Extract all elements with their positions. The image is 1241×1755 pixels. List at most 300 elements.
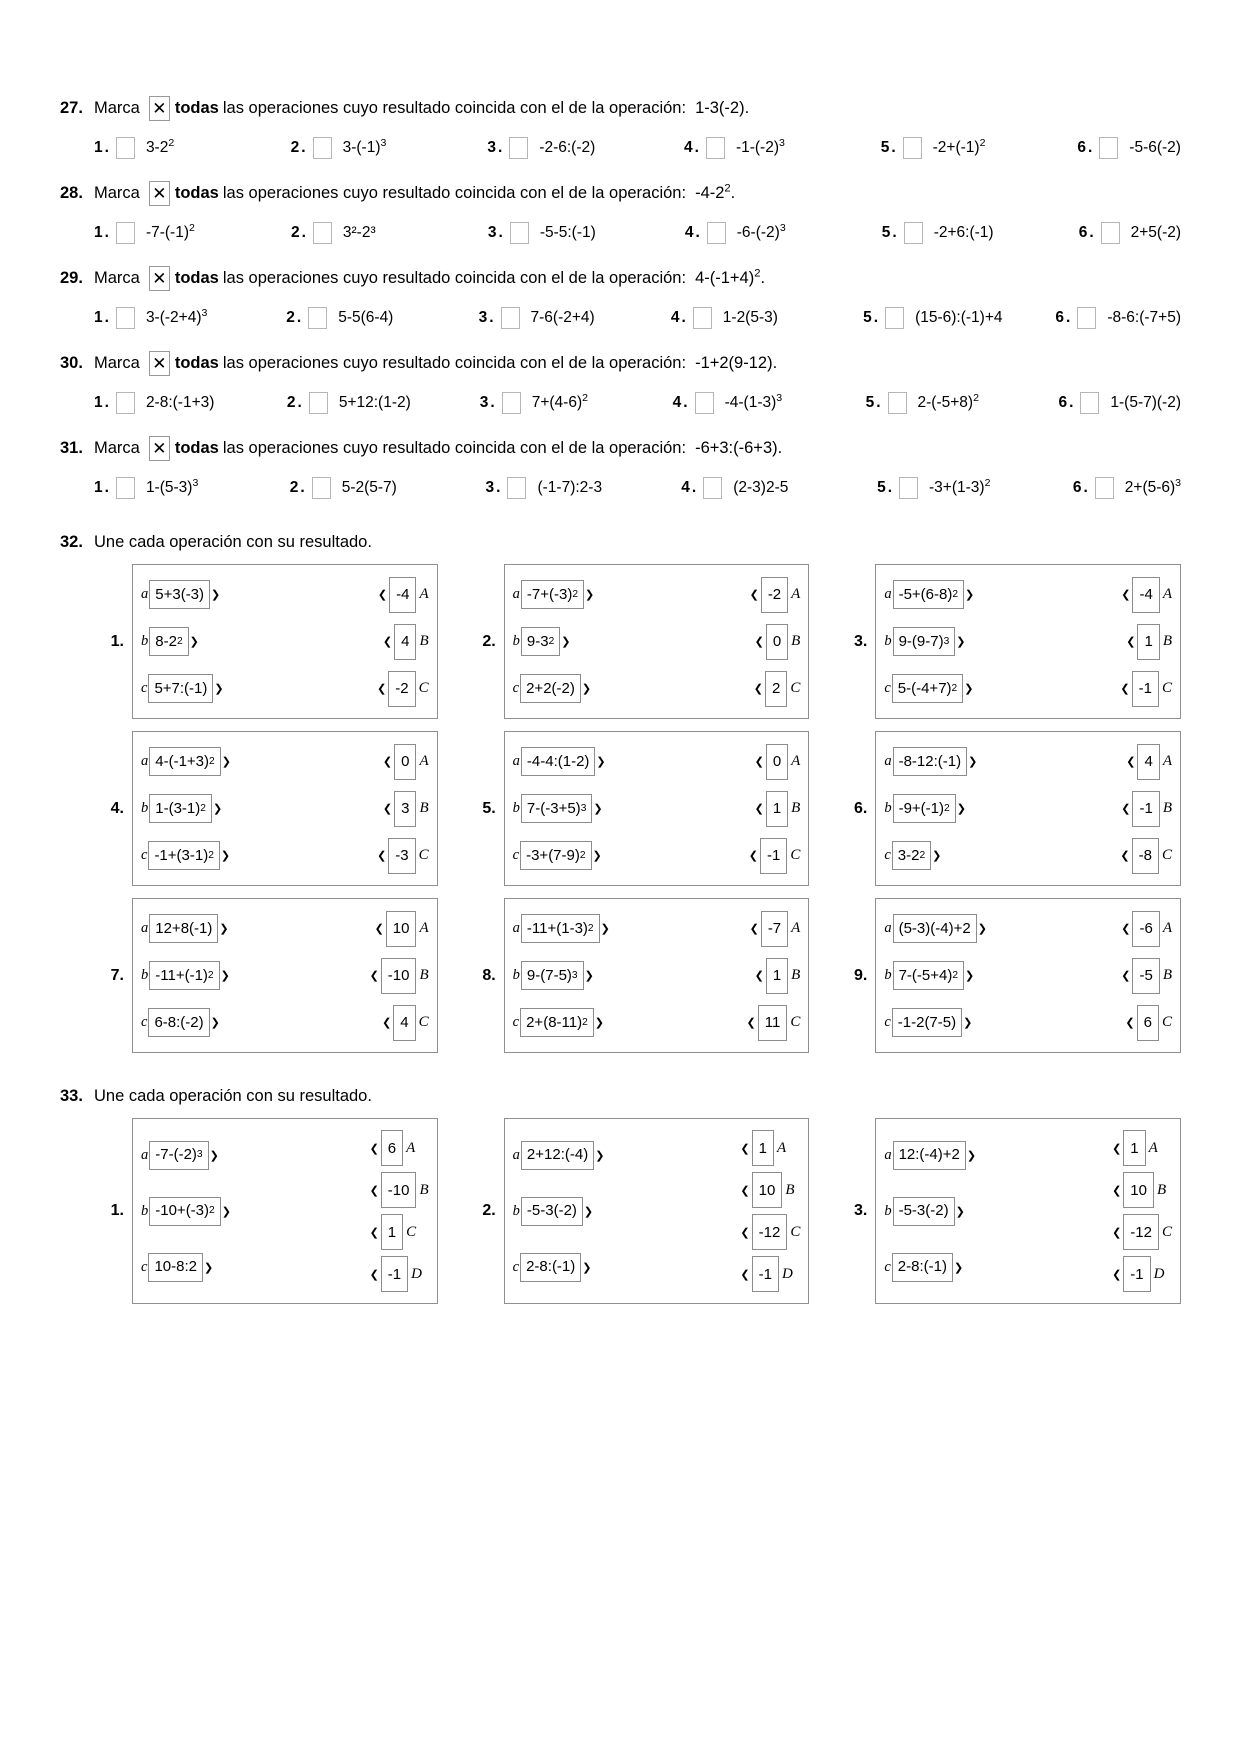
result-letter: C — [790, 847, 801, 863]
option-checkbox[interactable] — [502, 392, 521, 414]
operation-side[interactable] — [141, 841, 230, 870]
option-checkbox[interactable] — [903, 137, 922, 159]
match-pair-row — [513, 952, 801, 999]
result-box[interactable]: 3 — [394, 791, 416, 827]
match-pair-row — [513, 905, 801, 952]
operation-letter: b — [141, 1202, 149, 1219]
option-expression: $-2+(-1)^2$ — [932, 136, 986, 156]
option-item[interactable] — [882, 222, 1079, 244]
option-dot: . — [489, 309, 494, 326]
operation-box[interactable]: 2-8:(-1) — [892, 1253, 953, 1282]
operation-box[interactable]: -11+(-1) 2 — [149, 961, 219, 990]
option-checkbox[interactable] — [695, 392, 714, 414]
option-item[interactable] — [866, 392, 1059, 414]
operation-side[interactable] — [513, 1197, 593, 1226]
result-side[interactable] — [383, 744, 429, 780]
option-dot: . — [1069, 394, 1074, 411]
option-item[interactable] — [94, 392, 287, 414]
operation-letter: c — [512, 680, 520, 696]
option-number: 4 — [681, 479, 690, 496]
option-dot: . — [104, 139, 109, 156]
operation-side[interactable] — [141, 674, 224, 703]
result-box[interactable]: -7 — [761, 911, 788, 947]
result-letter: B — [791, 967, 801, 983]
result-box[interactable]: -8 — [1132, 838, 1159, 874]
option-number: 2 — [290, 139, 300, 156]
result-box[interactable]: 0 — [394, 744, 416, 780]
match-pair-row — [884, 618, 1172, 665]
result-box[interactable]: -10 — [381, 1172, 417, 1208]
option-checkbox[interactable] — [313, 137, 332, 159]
operation-letter: a — [512, 920, 520, 936]
result-box[interactable]: -5 — [1132, 958, 1159, 994]
exercise-heading — [60, 181, 1181, 206]
operation-box[interactable]: -9+(-1) 2 — [893, 794, 956, 823]
operation-box[interactable]: -5+(6-8) 2 — [893, 580, 964, 609]
result-side[interactable] — [755, 958, 801, 994]
option-item[interactable] — [1073, 477, 1181, 499]
arrow-left-icon: ❮ — [749, 589, 759, 601]
result-side[interactable] — [740, 1214, 800, 1250]
option-item[interactable] — [290, 477, 486, 499]
result-side[interactable] — [382, 1005, 429, 1041]
operation-letter: c — [512, 847, 520, 863]
result-box[interactable]: -1 — [1132, 671, 1159, 707]
option-item[interactable] — [487, 137, 684, 159]
option-item[interactable] — [1077, 137, 1181, 159]
result-side[interactable] — [750, 577, 801, 613]
options-row — [60, 392, 1181, 414]
result-box[interactable]: 4 — [1137, 744, 1159, 780]
instruction-text: las operaciones cuyo resultado coincida con el de la operación: — [222, 269, 687, 288]
cross-mark-icon: ✕ — [149, 96, 170, 121]
option-number: 1 — [94, 224, 103, 241]
operation-side[interactable] — [884, 580, 974, 609]
arrow-right-icon: ❯ — [209, 1149, 219, 1162]
operation-side[interactable] — [513, 1008, 604, 1037]
result-side[interactable] — [377, 671, 429, 707]
option-number: 4 — [684, 224, 694, 241]
operation-box[interactable]: 2-8:(-1) — [520, 1253, 581, 1282]
match-block — [94, 898, 438, 1053]
result-box[interactable]: 1 — [766, 958, 788, 994]
operation-box[interactable]: -7-(-2) 3 — [149, 1141, 208, 1170]
operation-row — [884, 1129, 976, 1181]
result-box[interactable]: -1 — [381, 1256, 408, 1292]
option-checkbox[interactable] — [899, 477, 918, 499]
result-side[interactable] — [378, 577, 429, 613]
operation-side[interactable] — [141, 914, 229, 943]
options-row — [60, 137, 1181, 159]
result-side[interactable] — [740, 1130, 786, 1166]
result-side[interactable] — [1112, 1214, 1172, 1250]
operation-box[interactable]: -7+(-3) 2 — [521, 580, 584, 609]
result-letter: C — [1161, 1014, 1172, 1030]
option-dot: . — [681, 309, 686, 326]
operation-side[interactable] — [141, 961, 230, 990]
arrow-left-icon: ❮ — [754, 756, 764, 768]
operation-side[interactable] — [884, 841, 941, 870]
operation-letter: c — [884, 1014, 891, 1030]
operation-side[interactable] — [884, 794, 966, 823]
option-item[interactable] — [681, 477, 877, 499]
option-expression: $-1-(-2)^3$ — [735, 136, 785, 156]
operation-box[interactable]: 3-2 2 — [892, 841, 931, 870]
option-checkbox[interactable] — [1095, 477, 1114, 499]
option-checkbox[interactable] — [501, 307, 520, 329]
option-number: 6 — [1077, 139, 1086, 156]
option-checkbox[interactable] — [1099, 137, 1118, 159]
result-side[interactable] — [370, 1172, 429, 1208]
result-box[interactable]: 10 — [752, 1172, 783, 1208]
option-item[interactable] — [863, 307, 1055, 329]
option-expression: $7+(4-6)^2$ — [531, 391, 588, 411]
operation-side[interactable] — [884, 1253, 963, 1282]
result-side[interactable] — [370, 958, 429, 994]
option-item[interactable] — [877, 477, 1073, 499]
arrow-right-icon: ❯ — [596, 756, 606, 768]
operation-side[interactable] — [884, 1008, 972, 1037]
result-letter: C — [1161, 680, 1172, 696]
option-checkbox[interactable] — [116, 392, 135, 414]
result-side[interactable] — [370, 1256, 422, 1292]
option-checkbox[interactable] — [904, 222, 923, 244]
result-side[interactable] — [1121, 958, 1172, 994]
result-letter: C — [790, 1014, 801, 1030]
option-checkbox[interactable] — [1101, 222, 1120, 244]
result-side[interactable] — [747, 1005, 801, 1041]
marca-exercise — [60, 181, 1181, 244]
operation-box[interactable]: 2+(8-11) 2 — [520, 1008, 594, 1037]
operation-box[interactable]: 8-2 2 — [149, 627, 188, 656]
option-checkbox[interactable] — [116, 222, 135, 244]
result-box[interactable]: -1 — [1123, 1256, 1150, 1292]
operation-box[interactable]: 9-3 2 — [521, 627, 560, 656]
result-box[interactable]: -2 — [388, 671, 415, 707]
option-dot: . — [691, 479, 697, 496]
option-checkbox[interactable] — [888, 392, 907, 414]
operation-side[interactable] — [884, 674, 973, 703]
result-side[interactable] — [1121, 791, 1172, 827]
result-box[interactable]: 11 — [758, 1005, 788, 1041]
result-box[interactable]: -1 — [752, 1256, 779, 1292]
result-side[interactable] — [1121, 911, 1172, 947]
instruction-text: las operaciones cuyo resultado coincida con el de la operación: — [222, 184, 687, 203]
result-side[interactable] — [740, 1172, 794, 1208]
option-item[interactable] — [671, 307, 863, 329]
result-letter: B — [1162, 633, 1172, 649]
operation-box[interactable]: 1-(3-1) 2 — [149, 794, 212, 823]
result-side[interactable] — [755, 744, 801, 780]
result-side[interactable] — [375, 911, 429, 947]
operation-side[interactable] — [513, 747, 606, 776]
result-side[interactable] — [755, 791, 801, 827]
option-item[interactable] — [94, 477, 290, 499]
result-side[interactable] — [1120, 671, 1172, 707]
operation-side[interactable] — [141, 1197, 231, 1226]
arrow-left-icon: ❮ — [746, 1017, 756, 1029]
arrow-right-icon: ❯ — [966, 1149, 977, 1162]
operation-side[interactable] — [141, 747, 231, 776]
operation-row — [513, 1185, 605, 1237]
option-checkbox[interactable] — [703, 477, 722, 499]
operation-side[interactable] — [141, 1253, 213, 1282]
result-side[interactable] — [740, 1256, 792, 1292]
option-dot: . — [300, 479, 305, 496]
operation-side[interactable] — [513, 580, 595, 609]
option-item[interactable] — [480, 392, 673, 414]
result-box[interactable]: 1 — [752, 1130, 774, 1166]
option-item[interactable] — [94, 222, 291, 244]
option-checkbox[interactable] — [313, 222, 332, 244]
option-item[interactable] — [486, 477, 682, 499]
option-dot: . — [1066, 309, 1071, 326]
operation-box[interactable]: -5-3(-2) — [893, 1197, 955, 1226]
option-item[interactable] — [286, 307, 478, 329]
operation-side[interactable] — [141, 1008, 220, 1037]
operation-side[interactable] — [513, 841, 602, 870]
operation-letter: b — [884, 967, 892, 983]
result-box[interactable]: -6 — [1132, 911, 1159, 947]
operation-side[interactable] — [513, 1141, 605, 1170]
result-side[interactable] — [370, 1214, 417, 1250]
result-letter: B — [1162, 967, 1172, 983]
option-checkbox[interactable] — [116, 477, 135, 499]
operation-side[interactable] — [513, 794, 603, 823]
option-expression: $-4-(1-3)^3$ — [724, 391, 783, 411]
operation-side[interactable] — [513, 674, 591, 703]
option-item[interactable] — [673, 392, 866, 414]
exercise-number: 31. — [60, 439, 83, 458]
result-box[interactable]: 4 — [393, 1005, 415, 1041]
result-letter: B — [419, 967, 429, 983]
result-letter: C — [418, 1014, 429, 1030]
result-side[interactable] — [377, 838, 429, 874]
result-box[interactable]: 1 — [1123, 1130, 1145, 1166]
option-item[interactable] — [488, 222, 685, 244]
option-checkbox[interactable] — [116, 307, 135, 329]
result-box[interactable]: 1 — [381, 1214, 403, 1250]
operation-box[interactable]: 5+7:(-1) — [148, 674, 213, 703]
operation-letter: a — [512, 753, 520, 769]
result-letter: D — [411, 1265, 422, 1282]
operation-box[interactable]: -8-12:(-1) — [893, 747, 968, 776]
match-block — [94, 1118, 438, 1304]
result-box[interactable]: -1 — [760, 838, 787, 874]
instruction-emphasis: todas — [174, 184, 219, 203]
operation-box[interactable]: -10+(-3) 2 — [149, 1197, 220, 1226]
operation-box[interactable]: 7-(-3+5) 3 — [521, 794, 592, 823]
option-item[interactable] — [1055, 307, 1181, 329]
operation-side[interactable] — [884, 1197, 964, 1226]
result-box[interactable]: 6 — [381, 1130, 403, 1166]
operation-box[interactable]: (5-3)(-4)+2 — [893, 914, 977, 943]
result-side[interactable] — [383, 791, 429, 827]
operation-box[interactable]: -4-4:(1-2) — [521, 747, 596, 776]
operation-box[interactable]: 9-(9-7) 3 — [893, 627, 956, 656]
result-side[interactable] — [1120, 838, 1172, 874]
option-expression: 5+12:(1-2) — [338, 394, 411, 411]
option-number: 6 — [1072, 479, 1082, 496]
arrow-left-icon: ❮ — [1112, 1142, 1122, 1155]
result-box[interactable]: 0 — [766, 744, 788, 780]
result-letter: A — [1162, 753, 1172, 769]
result-side[interactable] — [749, 838, 801, 874]
option-item[interactable] — [94, 307, 286, 329]
result-box[interactable]: 1 — [766, 791, 788, 827]
result-row — [370, 1211, 429, 1253]
arrow-left-icon: ❮ — [754, 970, 764, 982]
option-expression: 2-8:(-1+3) — [145, 394, 215, 411]
result-side[interactable] — [750, 911, 801, 947]
option-checkbox[interactable] — [116, 137, 135, 159]
operation-box[interactable]: -5-3(-2) — [521, 1197, 583, 1226]
match-panel — [504, 731, 810, 886]
operation-box[interactable]: -1-2(7-5) — [892, 1008, 962, 1037]
result-side[interactable] — [370, 1130, 416, 1166]
operation-box[interactable]: -1+(3-1) 2 — [148, 841, 219, 870]
match-pair-row — [141, 952, 429, 999]
option-checkbox[interactable] — [509, 137, 528, 159]
result-box[interactable]: 0 — [766, 624, 788, 660]
result-box[interactable]: -4 — [389, 577, 416, 613]
operation-side[interactable] — [141, 627, 199, 656]
option-item[interactable] — [684, 137, 881, 159]
arrow-left-icon: ❮ — [369, 970, 379, 982]
operation-side[interactable] — [884, 1141, 976, 1170]
operation-side[interactable] — [141, 794, 222, 823]
option-checkbox[interactable] — [309, 392, 328, 414]
arrow-left-icon: ❮ — [1112, 1268, 1122, 1281]
option-item[interactable] — [291, 222, 488, 244]
result-box[interactable]: -1 — [1132, 791, 1159, 827]
match-panel — [504, 564, 810, 719]
arrow-left-icon: ❮ — [369, 1226, 379, 1239]
result-side[interactable] — [1126, 744, 1172, 780]
result-box[interactable]: 1 — [1137, 624, 1159, 660]
result-box[interactable]: -10 — [381, 958, 417, 994]
result-side[interactable] — [383, 624, 429, 660]
option-number: 2 — [286, 309, 295, 326]
result-box[interactable]: -12 — [752, 1214, 788, 1250]
option-checkbox[interactable] — [706, 137, 725, 159]
instruction-lead: Marca — [94, 99, 140, 118]
result-box[interactable]: 6 — [1137, 1005, 1159, 1041]
result-box[interactable]: -3 — [388, 838, 415, 874]
option-checkbox[interactable] — [707, 222, 726, 244]
result-side[interactable] — [1112, 1172, 1166, 1208]
option-item[interactable] — [291, 137, 488, 159]
option-expression: (2-3)2-5 — [733, 479, 789, 496]
operation-side[interactable] — [884, 961, 974, 990]
option-item[interactable] — [1079, 222, 1181, 244]
operation-side[interactable] — [513, 1253, 592, 1282]
operation-box[interactable]: 12+8(-1) — [149, 914, 218, 943]
result-box[interactable]: -12 — [1123, 1214, 1159, 1250]
operation-side[interactable] — [141, 1141, 219, 1170]
operation-side[interactable] — [513, 961, 594, 990]
result-side[interactable] — [1112, 1256, 1164, 1292]
operation-box[interactable]: 10-8:2 — [148, 1253, 203, 1282]
operation-box[interactable]: 4-(-1+3) 2 — [149, 747, 220, 776]
match-block — [837, 564, 1181, 719]
operation-box[interactable]: -3+(7-9) 2 — [520, 841, 591, 870]
option-dot: . — [301, 224, 306, 241]
result-box[interactable]: -4 — [1132, 577, 1159, 613]
result-side[interactable] — [1126, 624, 1172, 660]
option-item[interactable] — [1058, 392, 1181, 414]
operation-box[interactable]: 6-8:(-2) — [148, 1008, 209, 1037]
result-side[interactable] — [1112, 1130, 1158, 1166]
option-checkbox[interactable] — [312, 477, 331, 499]
result-row — [370, 1253, 429, 1295]
operation-side[interactable] — [513, 914, 610, 943]
operation-box[interactable]: 2+12:(-4) — [521, 1141, 594, 1170]
instruction-emphasis: todas — [174, 439, 219, 458]
option-item[interactable] — [685, 222, 882, 244]
operation-box[interactable]: 2+2(-2) — [520, 674, 581, 703]
operation-side[interactable] — [513, 627, 571, 656]
arrow-left-icon: ❮ — [369, 1184, 379, 1197]
option-item[interactable] — [287, 392, 480, 414]
option-checkbox[interactable] — [308, 307, 327, 329]
operation-box[interactable]: 9-(7-5) 3 — [521, 961, 584, 990]
match-pair-row — [884, 832, 1172, 879]
operation-side[interactable] — [884, 627, 965, 656]
option-checkbox[interactable] — [693, 307, 712, 329]
operation-side[interactable] — [141, 580, 220, 609]
option-checkbox[interactable] — [1080, 392, 1099, 414]
result-side[interactable] — [1125, 1005, 1172, 1041]
option-expression: (15-6):(-1)+4 — [915, 309, 1003, 326]
marca-exercise — [60, 436, 1181, 499]
result-letter: C — [1161, 1223, 1172, 1240]
result-box[interactable]: 2 — [765, 671, 787, 707]
option-dot: . — [497, 139, 503, 156]
option-item[interactable] — [881, 137, 1078, 159]
operation-box[interactable]: 12:(-4)+2 — [893, 1141, 966, 1170]
match-pair-row — [513, 999, 801, 1046]
match-pair-row — [141, 905, 429, 952]
result-box[interactable]: -2 — [761, 577, 788, 613]
arrow-left-icon: ❮ — [1112, 1184, 1122, 1197]
option-checkbox[interactable] — [507, 477, 526, 499]
result-letter: A — [1162, 920, 1172, 936]
result-side[interactable] — [1121, 577, 1172, 613]
result-side[interactable] — [754, 671, 801, 707]
option-item[interactable] — [479, 307, 671, 329]
result-box[interactable]: 10 — [386, 911, 417, 947]
option-item[interactable] — [94, 137, 291, 159]
operation-box[interactable]: 5+3(-3) — [149, 580, 210, 609]
operation-box[interactable]: -11+(1-3) 2 — [521, 914, 600, 943]
option-checkbox[interactable] — [885, 307, 904, 329]
operation-side[interactable] — [884, 747, 977, 776]
option-checkbox[interactable] — [1077, 307, 1096, 329]
operation-side[interactable] — [884, 914, 987, 943]
result-box[interactable]: 4 — [394, 624, 416, 660]
operation-box[interactable]: 7-(-5+4) 2 — [893, 961, 964, 990]
result-side[interactable] — [755, 624, 801, 660]
result-box[interactable]: 10 — [1123, 1172, 1154, 1208]
operation-letter: a — [884, 920, 892, 936]
option-number: 3 — [485, 479, 495, 496]
option-number: 5 — [865, 394, 875, 411]
arrow-right-icon: ❯ — [968, 756, 978, 768]
option-checkbox[interactable] — [510, 222, 529, 244]
exercise-number: 28. — [60, 184, 83, 203]
operation-box[interactable]: 5-(-4+7) 2 — [892, 674, 963, 703]
